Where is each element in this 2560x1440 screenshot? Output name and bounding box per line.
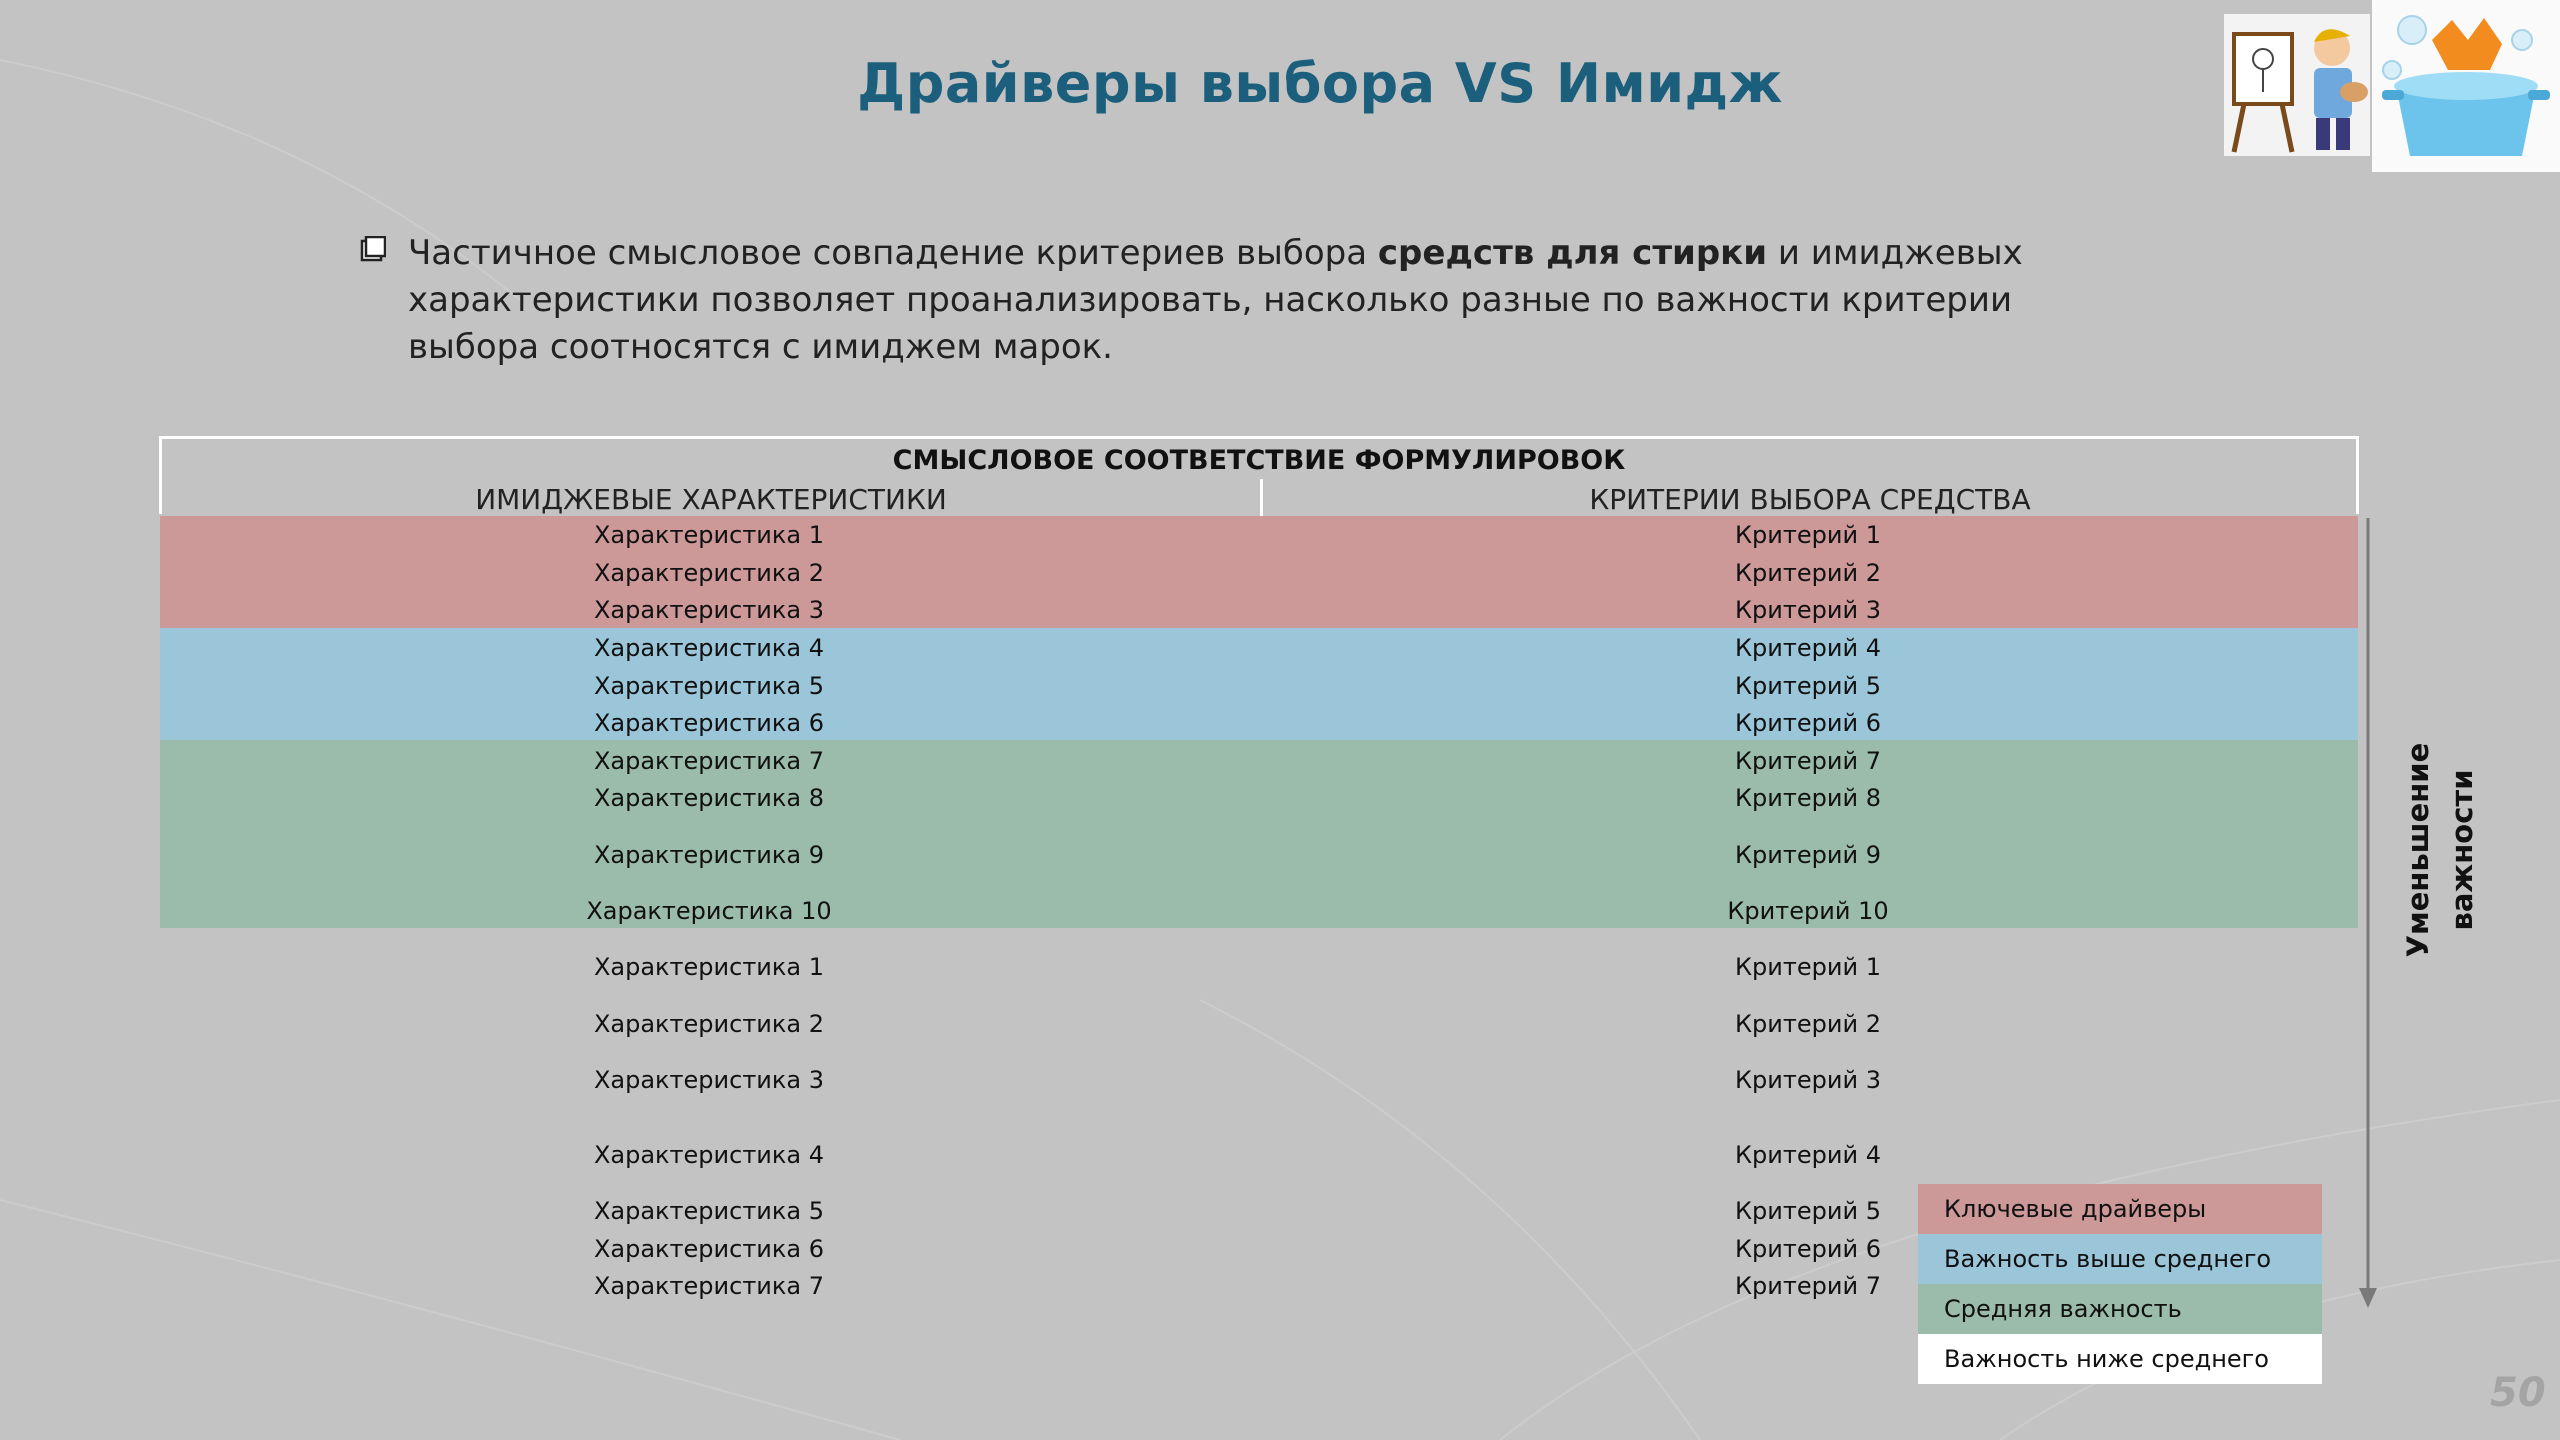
legend-key-drivers: Ключевые драйверы xyxy=(1918,1184,2322,1234)
table-row xyxy=(160,893,2358,929)
row-image-cell: Характеристика 5 xyxy=(593,1197,825,1225)
table-row xyxy=(160,668,2358,704)
row-criterion-cell: Критерий 1 xyxy=(1735,953,1881,981)
legend-above-average: Важность выше среднего xyxy=(1918,1234,2322,1284)
row-image-cell: Характеристика 9 xyxy=(593,841,825,869)
intro-text-bold: средств для стирки xyxy=(1377,233,1768,273)
row-criterion-cell: Критерий 3 xyxy=(1735,596,1881,624)
row-image-cell: Характеристика 6 xyxy=(593,709,825,737)
legend xyxy=(1918,1184,2322,1384)
table-row xyxy=(160,555,2358,591)
intro-text xyxy=(408,230,2060,371)
row-criterion-cell: Критерий 4 xyxy=(1735,634,1881,662)
row-criterion-cell: Критерий 9 xyxy=(1735,841,1881,869)
row-image-cell: Характеристика 8 xyxy=(593,784,825,812)
row-image-cell: Характеристика 7 xyxy=(593,747,825,775)
row-image-cell: Характеристика 4 xyxy=(593,634,825,662)
importance-decrease-label: Уменьшение важности xyxy=(2401,742,2479,958)
row-criterion-cell: Критерий 5 xyxy=(1735,672,1881,700)
table-row xyxy=(160,949,2358,985)
row-criterion-cell: Критерий 10 xyxy=(1727,897,1889,925)
table-row xyxy=(160,630,2358,666)
laundry-basin-illustration xyxy=(2372,0,2560,172)
row-criterion-cell: Критерий 3 xyxy=(1735,1066,1881,1094)
intro-bullet xyxy=(360,230,2060,371)
row-criterion-cell: Критерий 6 xyxy=(1735,709,1881,737)
row-image-cell: Характеристика 1 xyxy=(593,521,825,549)
row-image-cell: Характеристика 10 xyxy=(586,897,832,925)
row-criterion-cell: Критерий 7 xyxy=(1735,1272,1881,1300)
table-row xyxy=(160,517,2358,553)
table-row xyxy=(160,1137,2358,1173)
row-criterion-cell: Критерий 7 xyxy=(1735,747,1881,775)
importance-arrow-icon xyxy=(2356,518,2380,1310)
row-criterion-cell: Критерий 6 xyxy=(1735,1235,1881,1263)
row-image-cell: Характеристика 4 xyxy=(593,1141,825,1169)
page-number: 50 xyxy=(2490,1370,2546,1416)
row-criterion-cell: Критерий 4 xyxy=(1735,1141,1881,1169)
slide-title: Драйверы выбора VS Имидж xyxy=(857,52,1783,115)
row-image-cell: Характеристика 1 xyxy=(593,953,825,981)
row-image-cell: Характеристика 3 xyxy=(593,596,825,624)
row-image-cell: Характеристика 2 xyxy=(593,1010,825,1038)
table-row xyxy=(160,1062,2358,1098)
column-header-criteria: КРИТЕРИИ ВЫБОРА СРЕДСТВА xyxy=(1589,483,2031,516)
table-row xyxy=(160,837,2358,873)
row-image-cell: Характеристика 6 xyxy=(593,1235,825,1263)
row-criterion-cell: Критерий 5 xyxy=(1735,1197,1881,1225)
row-criterion-cell: Критерий 8 xyxy=(1735,784,1881,812)
intro-text-part2: и имиджевых характеристики позволяет проанализировать, насколько разные по важности критерии выбора соотносятся с имиджем марок. xyxy=(408,233,2023,367)
table-row xyxy=(160,780,2358,816)
row-image-cell: Характеристика 2 xyxy=(593,559,825,587)
table-main-header: СМЫСЛОВОЕ СООТВЕТСТВИЕ ФОРМУЛИРОВОК xyxy=(892,445,1626,476)
row-image-cell: Характеристика 7 xyxy=(593,1272,825,1300)
legend-below-average: Важность ниже среднего xyxy=(1918,1334,2322,1384)
intro-text-part1: Частичное смысловое совпадение критериев выбора xyxy=(408,233,1378,273)
table-header xyxy=(159,436,2359,514)
row-image-cell: Характеристика 5 xyxy=(593,672,825,700)
table-row xyxy=(160,592,2358,628)
row-criterion-cell: Критерий 1 xyxy=(1735,521,1881,549)
checkbox-bullet-icon xyxy=(360,236,386,262)
row-criterion-cell: Критерий 2 xyxy=(1735,1010,1881,1038)
table-row xyxy=(160,743,2358,779)
artist-illustration xyxy=(2224,14,2370,156)
row-criterion-cell: Критерий 2 xyxy=(1735,559,1881,587)
table-row xyxy=(160,1006,2358,1042)
legend-average: Средняя важность xyxy=(1918,1284,2322,1334)
row-image-cell: Характеристика 3 xyxy=(593,1066,825,1094)
column-header-image: ИМИДЖЕВЫЕ ХАРАКТЕРИСТИКИ xyxy=(475,483,947,516)
table-row xyxy=(160,705,2358,741)
